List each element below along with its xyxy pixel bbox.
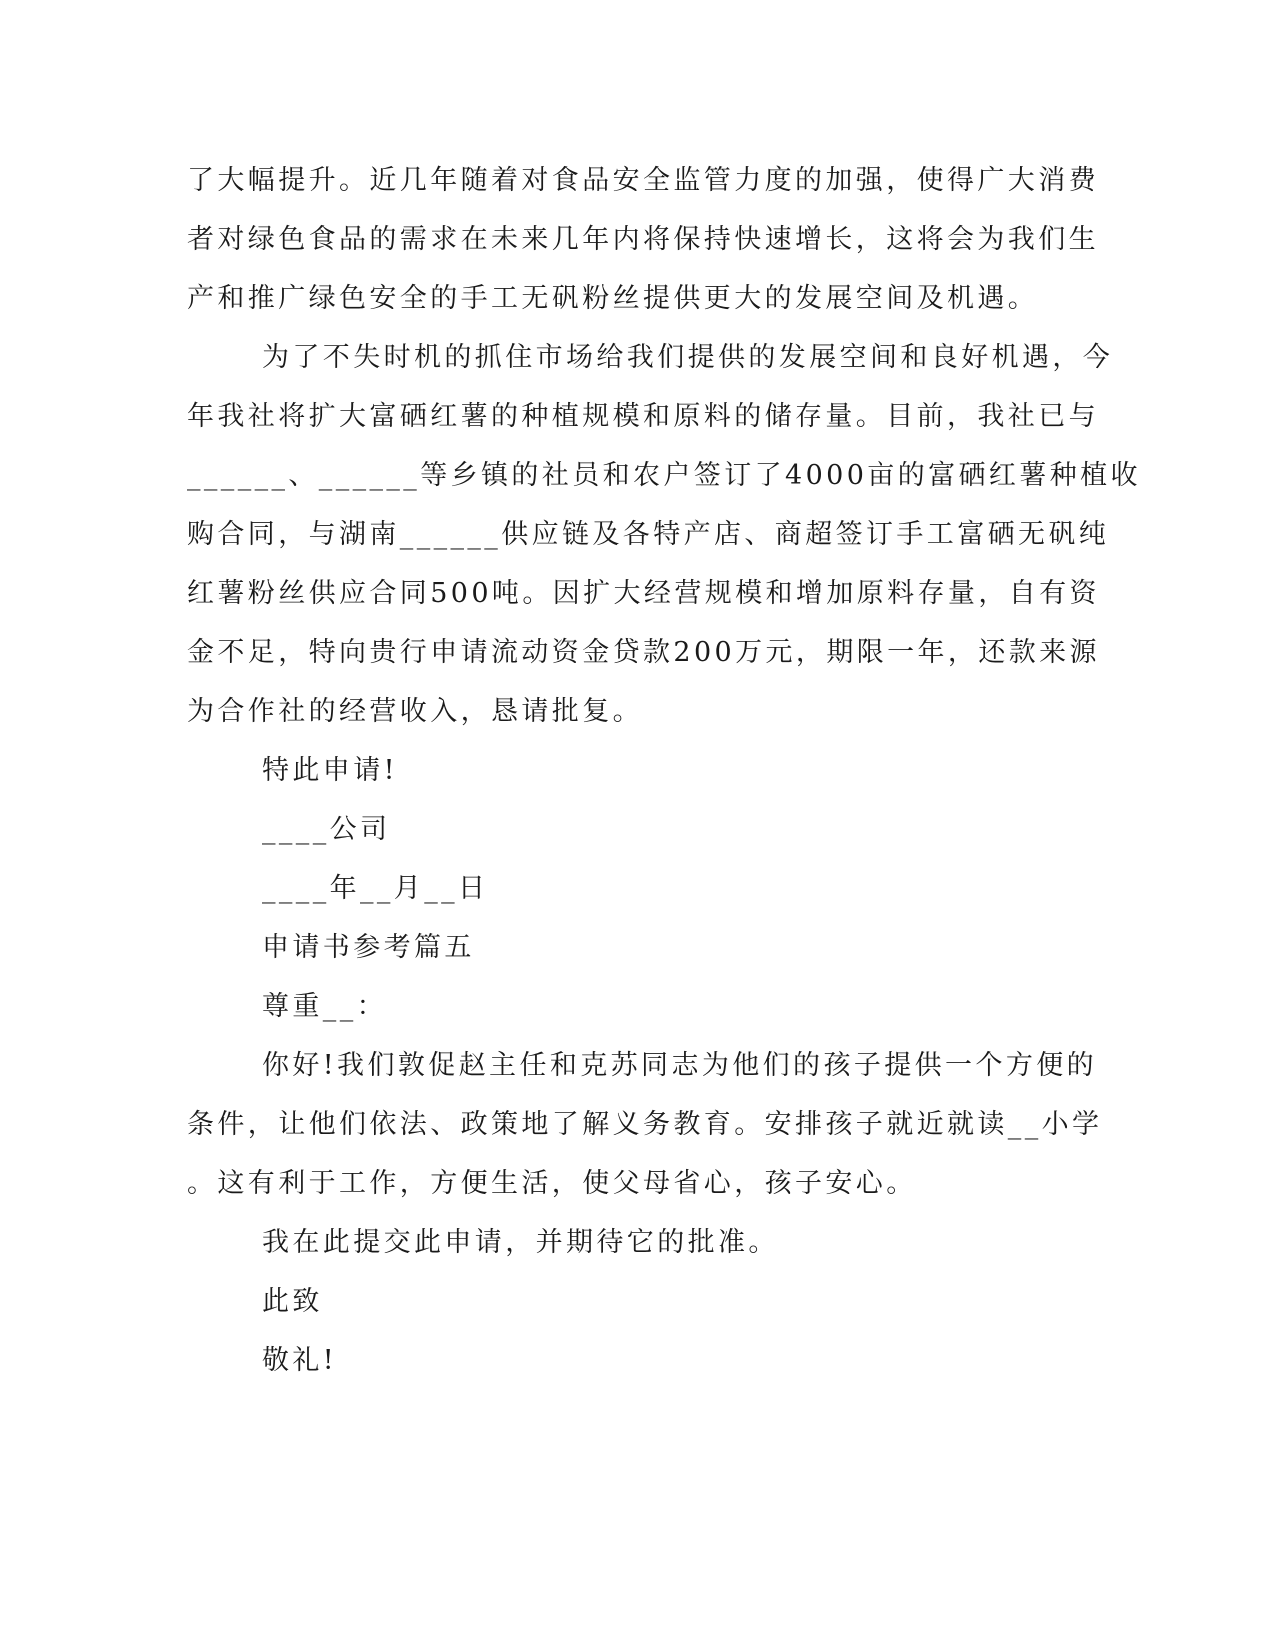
paragraph-line: 。这有利于工作，方便生活，使父母省心，孩子安心。 [187, 1168, 917, 1199]
section-title: 申请书参考篇五 [262, 932, 475, 963]
paragraph-line: 金不足，特向贵行申请流动资金贷款200万元，期限一年，还款来源 [187, 637, 1100, 668]
paragraph-line: 为合作社的经营收入，恳请批复。 [187, 696, 643, 727]
company-signature: ____公司 [262, 814, 391, 845]
closing-regards: 敬礼! [262, 1345, 338, 1376]
closing-line: 特此申请! [262, 755, 398, 786]
paragraph-line: 年我社将扩大富硒红薯的种植规模和原料的储存量。目前，我社已与 [187, 401, 1099, 432]
paragraph-line: 了大幅提升。近几年随着对食品安全监管力度的加强，使得广大消费 [187, 165, 1099, 196]
paragraph-line: 购合同，与湖南______供应链及各特产店、商超签订手工富硒无矾纯 [187, 519, 1110, 550]
paragraph-line: ______、______等乡镇的社员和农户签订了4000亩的富硒红薯种植收 [187, 460, 1141, 491]
paragraph-line: 者对绿色食品的需求在未来几年内将保持快速增长，这将会为我们生 [187, 224, 1099, 255]
salutation: 尊重__： [262, 991, 387, 1022]
paragraph-line: 产和推广绿色安全的手工无矾粉丝提供更大的发展空间及机遇。 [187, 283, 1039, 314]
paragraph-line: 我在此提交此申请，并期待它的批准。 [262, 1227, 779, 1258]
closing-phrase: 此致 [262, 1286, 323, 1317]
paragraph-line: 你好!我们敦促赵主任和克苏同志为他们的孩子提供一个方便的 [262, 1050, 1098, 1081]
paragraph-line: 为了不失时机的抓住市场给我们提供的发展空间和良好机遇，今 [262, 342, 1114, 373]
paragraph-line: 红薯粉丝供应合同500吨。因扩大经营规模和增加原料存量，自有资 [187, 578, 1100, 609]
paragraph-line: 条件，让他们依法、政策地了解义务教育。安排孩子就近就读__小学 [187, 1109, 1103, 1140]
date-line: ____年__月__日 [262, 873, 489, 904]
